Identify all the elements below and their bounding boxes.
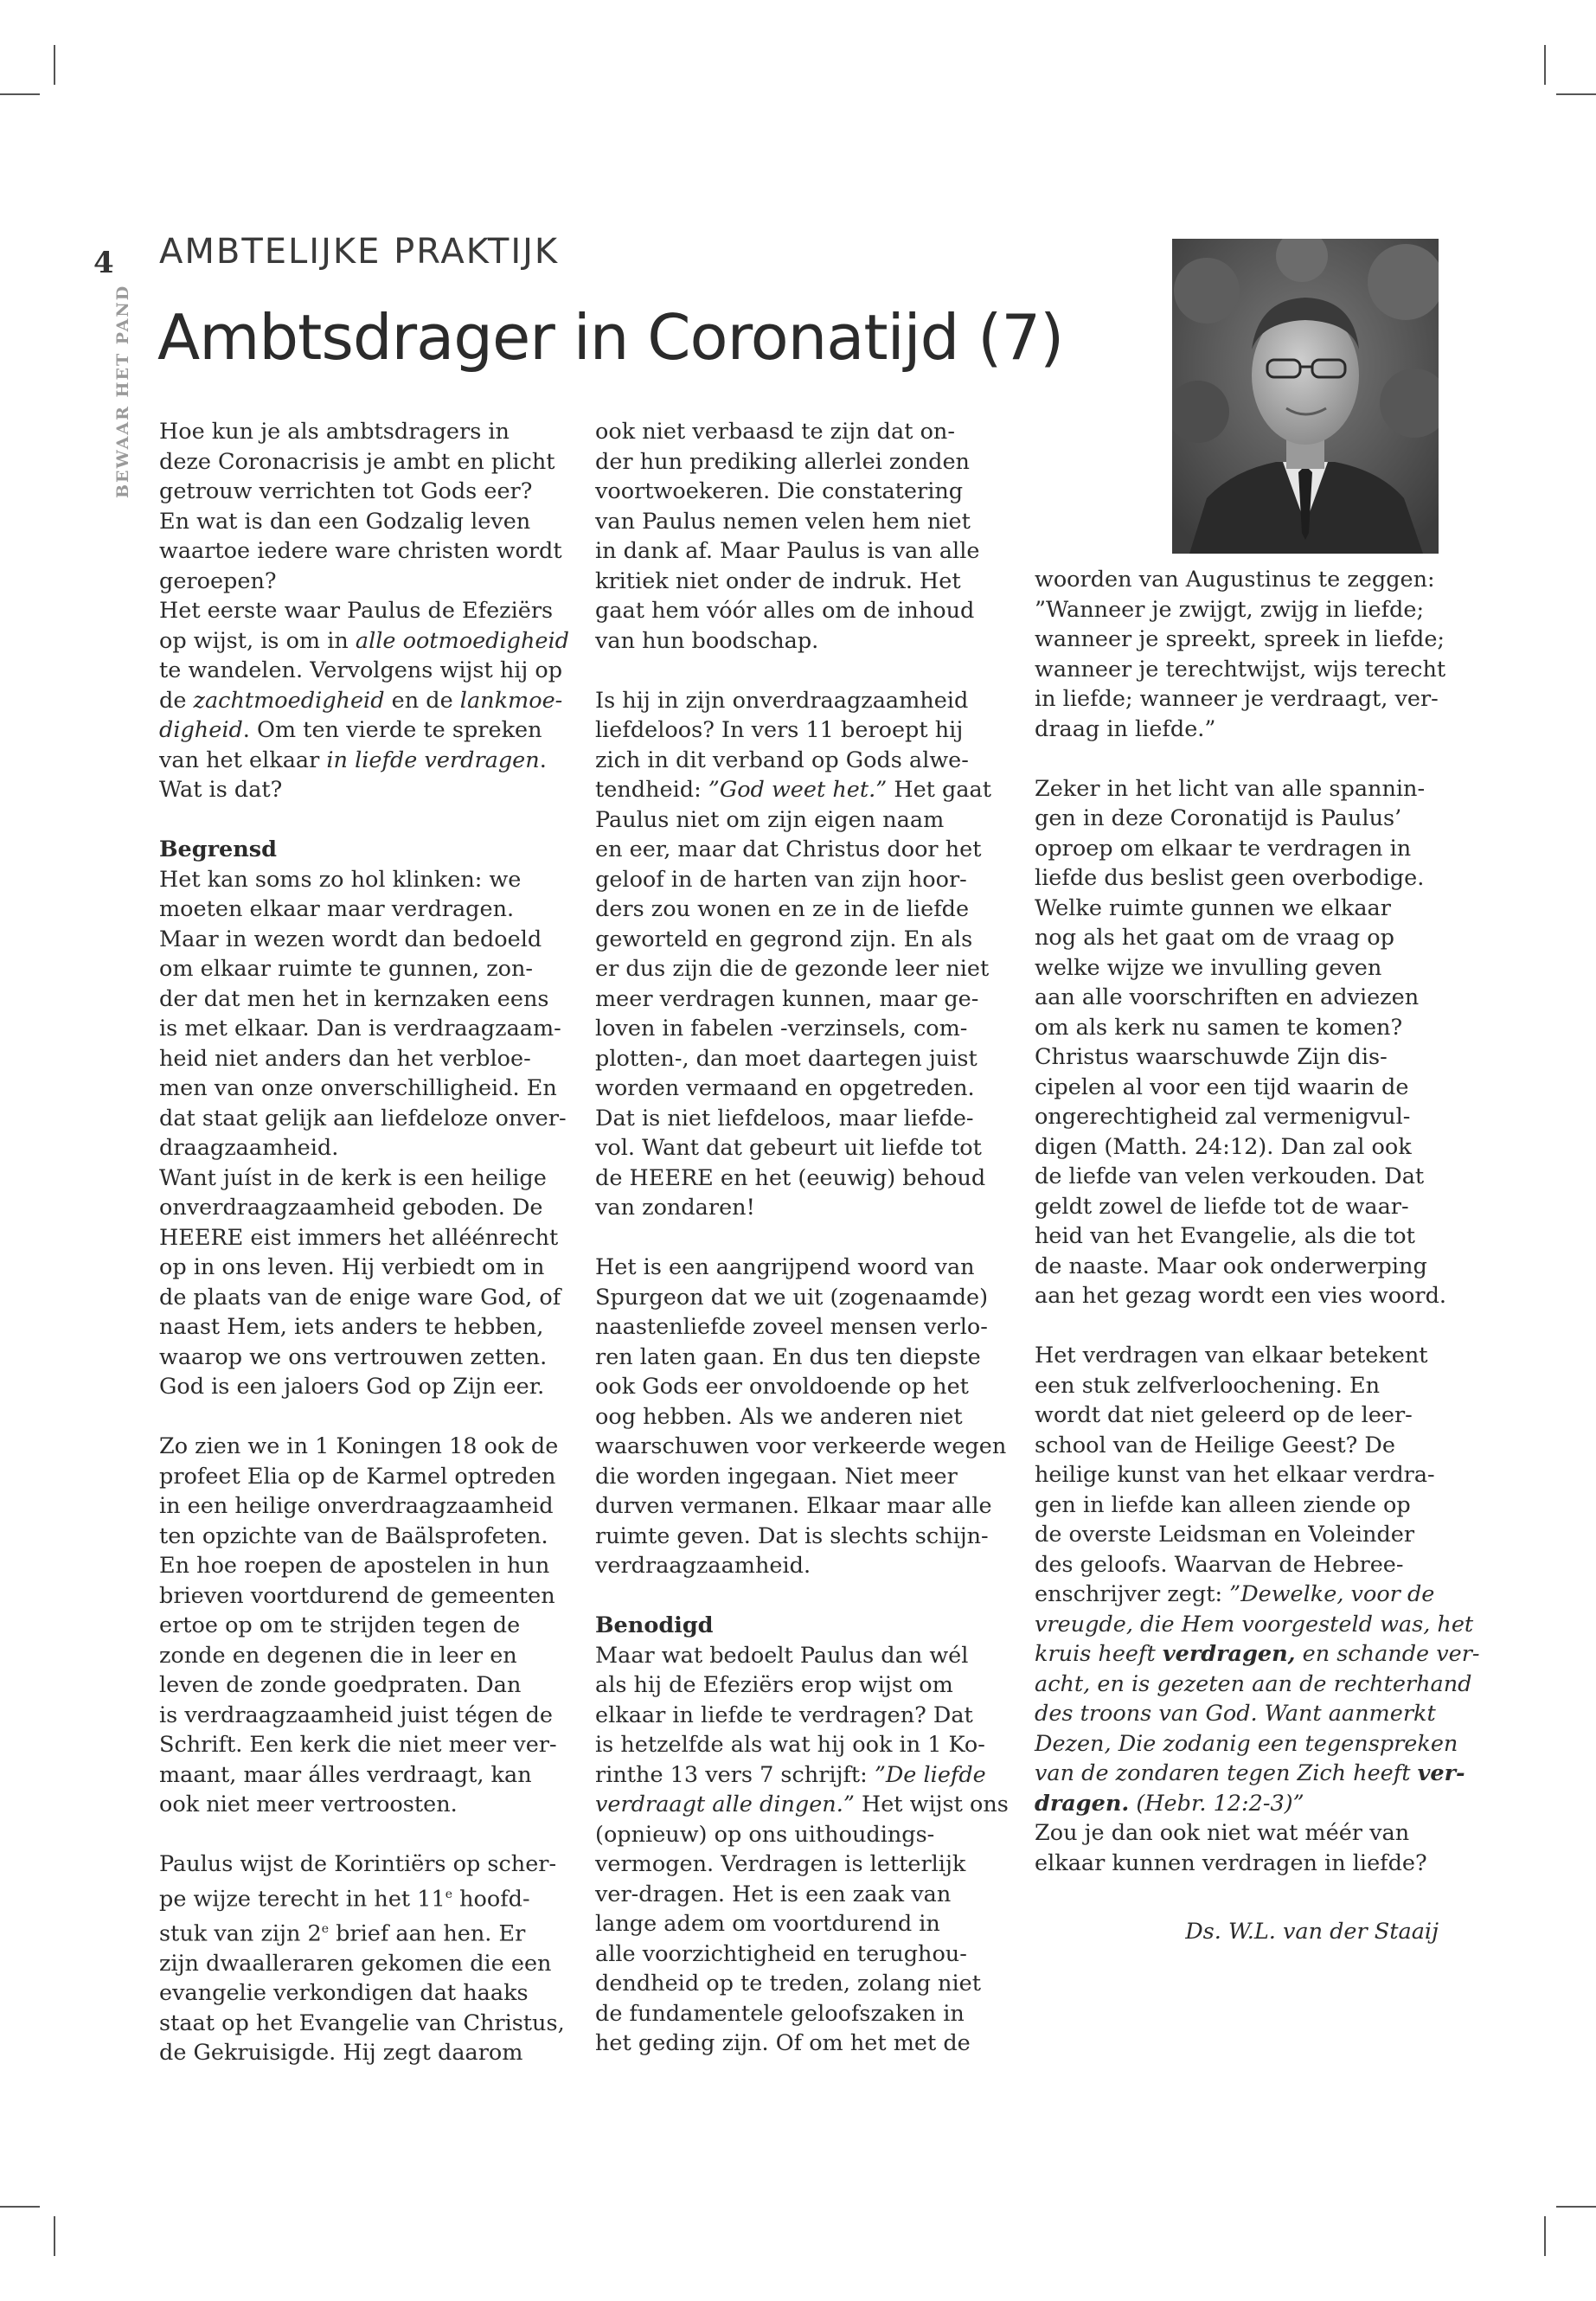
- text-line: is hetzelfde als wat hij ook in 1 Ko-: [595, 1732, 985, 1758]
- crop-mark: [54, 2216, 55, 2256]
- text-line: kritiek niet onder de indruk. Het: [595, 567, 961, 594]
- text-line: ook niet verbaasd te zijn dat on-: [595, 419, 955, 445]
- text-line: als hij de Efeziërs erop wijst om: [595, 1672, 953, 1698]
- text-line: Dat is niet liefdeloos, maar liefde-: [595, 1105, 974, 1131]
- text-line: van zondaren!: [595, 1195, 755, 1221]
- text-line: aan alle voorschriften en adviezen: [1035, 984, 1420, 1010]
- text-line: God is een jaloers God op Zijn eer.: [159, 1374, 545, 1400]
- text-line: plotten-, dan moet daartegen juist: [595, 1045, 977, 1072]
- text-line: zonde en degenen die in leer en: [159, 1642, 517, 1669]
- text-run: en de: [384, 687, 460, 714]
- author-signature: Ds. W.L. van der Staaij: [1185, 1919, 1439, 1945]
- text-line: de plaats van de enige ware God, of: [159, 1284, 561, 1311]
- text-run: tendheid:: [595, 777, 708, 803]
- text-line: der dat men het in kernzaken eens: [159, 985, 549, 1012]
- text-line: welke wijze we invulling geven: [1035, 954, 1382, 981]
- text-line: ”Wanneer je zwijgt, zwijg in liefde;: [1035, 596, 1425, 623]
- text-line: oproep om elkaar te verdragen in: [1035, 835, 1412, 862]
- text-line: maant, maar álles verdraagt, kan: [159, 1761, 532, 1788]
- text-run: Het gaat: [887, 777, 991, 803]
- text-line: wanneer je terechtwijst, wijs terecht: [1035, 656, 1446, 683]
- author-portrait-image: [1172, 239, 1439, 554]
- text-line: des geloofs. Waarvan de Hebreе-: [1035, 1551, 1404, 1578]
- text-line: heilige kunst van het elkaar verdra-: [1035, 1462, 1435, 1488]
- author-photo: [1172, 239, 1439, 554]
- scripture-quote-bold: verdragen,: [1162, 1641, 1296, 1667]
- paragraph: [159, 417, 566, 596]
- text-line: cipelen al voor een tijd waarin de: [1035, 1074, 1409, 1100]
- emphasis: alle ootmoedigheid: [355, 627, 569, 654]
- text-line: is verdraagzaamheid juist tégen de: [159, 1702, 554, 1728]
- emphasis: zachtmoedigheid: [193, 687, 385, 714]
- text-line: voortwoekeren. Die constatering: [595, 478, 964, 504]
- text-line: moeten elkaar maar verdragen.: [159, 896, 515, 922]
- text-line: gen in deze Coronatijd is Paulus’: [1035, 805, 1402, 831]
- text-line: [1035, 1789, 1441, 1819]
- text-line: [595, 1760, 1002, 1791]
- text-run: .: [539, 747, 547, 773]
- emphasis: digheid: [159, 717, 243, 743]
- text-line: in liefde; wanneer je verdraagt, ver-: [1035, 686, 1439, 712]
- text-line: naast Hem, iets anders te hebben,: [159, 1314, 544, 1340]
- text-line: worden vermaand en opgetreden.: [595, 1075, 975, 1101]
- paragraph: [159, 1163, 566, 1402]
- text-line: profeet Elia op de Karmel optreden: [159, 1463, 556, 1490]
- scripture-quote: van de zondaren tegen Zich heeft: [1035, 1760, 1418, 1786]
- text-line: leven de zonde goedpraten. Dan: [159, 1672, 522, 1698]
- text-line: [1035, 1759, 1465, 1789]
- text-line: liefdeloos? In vers 11 beroept hij: [595, 717, 964, 743]
- paragraph: [1035, 774, 1447, 1311]
- text-line: [595, 775, 1002, 805]
- text-line: ruimte geven. Dat is slechts schijn-: [595, 1522, 989, 1549]
- text-line: Hoe kun je als ambtsdragers in: [159, 419, 510, 445]
- text-line: woorden van Augustinus te zeggen:: [1035, 567, 1435, 593]
- emphasis: ”De liefde: [874, 1761, 986, 1788]
- text-line: de liefde van velen verkouden. Dat: [1035, 1163, 1425, 1189]
- text-line: heid van het Evangelie, als die tot: [1035, 1223, 1415, 1249]
- text-line: nog als het gaat om de vraag op: [1035, 925, 1394, 951]
- text-line: te wandelen. Vervolgens wijst hij op: [159, 657, 563, 683]
- article-column-1: [159, 417, 569, 2068]
- crop-mark: [0, 2206, 40, 2208]
- text-line: en eer, maar dat Christus door het: [595, 836, 982, 862]
- text-line: [1035, 1639, 1480, 1670]
- text-line: vol. Want dat gebeurt uit liefde tot: [595, 1135, 982, 1161]
- text-line: aan het gezag wordt een vies woord.: [1035, 1283, 1447, 1309]
- text-line: Het is een aangrijpend woord van: [595, 1254, 975, 1280]
- text-run: op wijst, is om in: [159, 627, 356, 654]
- text-line: Is hij in zijn onverdraagzaamheid: [595, 687, 969, 714]
- text-line: om als kerk nu samen te komen?: [1035, 1014, 1403, 1041]
- text-line: onverdraagzaamheid geboden. De: [159, 1195, 543, 1221]
- emphasis: verdraagt alle dingen.”: [595, 1791, 855, 1817]
- text-line: [159, 715, 566, 746]
- text-line: Schrift. Een kerk die niet meer ver-: [159, 1732, 557, 1758]
- text-line: het geding zijn. Of om het met de: [595, 2030, 971, 2056]
- text-run: rinthe 13 vers 7 schrijft:: [595, 1761, 875, 1788]
- text-line: gen in liefde kan alleen ziende op: [1035, 1491, 1411, 1518]
- text-line: ertoe op om te strijden tegen de: [159, 1612, 521, 1638]
- text-line: ook Gods eer onvoldoende op het: [595, 1374, 969, 1400]
- text-line: [159, 1880, 566, 1914]
- text-line: heid niet anders dan het verbloe-: [159, 1045, 531, 1072]
- text-line: Paulus wijst de Korintiërs op scher-: [159, 1851, 557, 1877]
- text-line: geldt zowel de liefde tot de waar-: [1035, 1193, 1409, 1220]
- text-line: Zeker in het licht van alle spannin-: [1035, 775, 1426, 802]
- crop-mark: [0, 93, 40, 95]
- text-line: getrouw verrichten tot Gods eer?: [159, 478, 533, 504]
- paragraph: [159, 865, 566, 1163]
- subheading: Benodigd: [595, 1612, 714, 1638]
- text-line: Christus waarschuwde Zijn dis-: [1035, 1044, 1388, 1070]
- text-line: Het verdragen van elkaar betekent: [1035, 1343, 1428, 1368]
- text-line: elkaar kunnen verdragen in liefde?: [1035, 1849, 1427, 1876]
- superscript: e: [445, 1887, 453, 1901]
- text-line: liefde dus beslist geen overbodige.: [1035, 865, 1425, 891]
- text-line: waarschuwen voor verkeerde wegen: [595, 1433, 1007, 1459]
- text-line: op in ons leven. Hij verbiedt om in: [159, 1254, 545, 1280]
- text-line: Het kan soms zo hol klinken: we: [159, 866, 522, 893]
- text-line: Zo zien we in 1 Koningen 18 ook de: [159, 1433, 559, 1459]
- text-line: Spurgeon dat we uit (zogenaamde): [595, 1284, 989, 1311]
- text-line: Maar in wezen wordt dan bedoeld: [159, 926, 542, 952]
- emphasis: in liefde verdragen: [326, 747, 540, 773]
- text-line: [1035, 1580, 1441, 1610]
- page-number: 4: [93, 246, 114, 280]
- text-line: dat staat gelijk aan liefdeloze onver-: [159, 1105, 567, 1131]
- text-line: [595, 1790, 1009, 1820]
- text-line: Want juíst in de kerk is een heilige: [159, 1164, 547, 1191]
- text-line: digen (Matth. 24:12). Dan zal ook: [1035, 1133, 1412, 1160]
- text-line: die worden ingegaan. Niet meer: [595, 1463, 958, 1490]
- text-line: durven vermanen. Elkaar maar alle: [595, 1493, 992, 1519]
- text-line: elkaar in liefde te verdragen? Dat: [595, 1702, 973, 1728]
- text-line: om elkaar ruimte te gunnen, zon-: [159, 956, 534, 982]
- paragraph: [159, 596, 569, 805]
- text-run: brief aan hen. Er: [329, 1920, 526, 1946]
- text-line: in een heilige onverdraagzaamheid: [159, 1493, 554, 1519]
- paragraph: [1035, 565, 1446, 744]
- text-line: geloof in de harten van zijn hoor-: [595, 866, 967, 893]
- scripture-quote-bold: dragen.: [1035, 1790, 1130, 1817]
- text-line: ren laten gaan. En dus ten diepste: [595, 1343, 981, 1370]
- text-line: school van de Heilige Geest? De: [1035, 1432, 1395, 1458]
- crop-mark: [1544, 2216, 1546, 2256]
- text-run: enschrijver zegt:: [1035, 1581, 1230, 1607]
- text-line: staat op het Evangelie van Christus,: [159, 2009, 565, 2036]
- text-line: [159, 746, 566, 776]
- scripture-quote: des troons van God. Want aanmerkt: [1035, 1701, 1436, 1727]
- text-line: oog hebben. Als we anderen niet: [595, 1403, 963, 1430]
- text-line: [1035, 1610, 1474, 1640]
- text-line: En wat is dan een Godzalig leven: [159, 508, 531, 535]
- paragraph: [595, 1641, 1009, 2059]
- paragraph: [159, 1849, 566, 2068]
- text-line: zijn dwaalleraren gekomen die een: [159, 1950, 552, 1977]
- text-run: . Om ten vierde te spreken: [242, 717, 542, 743]
- text-run: stuk van zijn 2: [159, 1920, 322, 1946]
- text-line: Het eerste waar Paulus de Efeziërs: [159, 598, 554, 624]
- scripture-quote: Dezen, Die zodanig een tegenspreken: [1035, 1730, 1458, 1757]
- text-line: En hoe roepen de apostelen in hun: [159, 1553, 550, 1579]
- crop-mark: [1544, 45, 1546, 85]
- text-line: ten opzichte van de Baälsprofeten.: [159, 1522, 548, 1549]
- text-line: Welke ruimte gunnen we elkaar: [1035, 894, 1391, 921]
- text-line: de HEERE en het (eeuwig) behoud: [595, 1164, 986, 1191]
- crop-mark: [1556, 2206, 1596, 2208]
- text-line: lange adem om voortdurend in: [595, 1911, 940, 1937]
- text-run: hoofd-: [452, 1886, 530, 1912]
- scripture-quote-bold: ver-: [1417, 1760, 1465, 1786]
- text-line: (opnieuw) op ons uithoudings-: [595, 1821, 935, 1848]
- text-line: ders zou wonen en ze in de liefde: [595, 896, 970, 922]
- text-line: waartoe iedere ware christen wordt: [159, 538, 562, 564]
- text-line: gaat hem vóór alles om de inhoud: [595, 598, 975, 624]
- text-run: Het wijst ons: [854, 1791, 1009, 1817]
- text-line: de overste Leidsman en Voleinder: [1035, 1522, 1415, 1548]
- text-line: is met elkaar. Dan is verdraagzaam-: [159, 1016, 561, 1042]
- text-line: [159, 686, 566, 716]
- text-line: loven in fabelen -verzinsels, com-: [595, 1016, 968, 1042]
- text-line: der hun prediking allerlei zonden: [595, 448, 970, 475]
- text-line: alle voorzichtigheid en terughou-: [595, 1940, 967, 1967]
- text-line: de Gekruisigde. Hij zegt daarom: [159, 2040, 523, 2066]
- text-line: draag in liefde.”: [1035, 715, 1216, 742]
- text-line: [1035, 1670, 1472, 1700]
- superscript: e: [321, 1921, 329, 1936]
- scripture-quote: en schande ver-: [1295, 1641, 1480, 1667]
- paragraph: [595, 1253, 1007, 1581]
- text-line: geroepen?: [159, 567, 277, 594]
- text-line: ongerechtigheid zal vermenigvul-: [1035, 1104, 1411, 1130]
- text-line: brieven voortdurend de gemeenten: [159, 1582, 555, 1609]
- text-line: dendheid op te treden, zolang niet: [595, 1971, 981, 1997]
- scripture-quote: acht, en is gezeten aan de rechterhand: [1035, 1670, 1472, 1697]
- text-line: ook niet meer vertroosten.: [159, 1791, 458, 1817]
- text-line: geworteld en gegrond zijn. En als: [595, 926, 973, 952]
- text-line: men van onze onverschilligheid. En: [159, 1075, 557, 1101]
- section-label: AMBTELIJKE PRAKTIJK: [159, 232, 560, 272]
- article-column-3: [1035, 565, 1480, 1878]
- text-line: HEERE eist immers het alléénrecht: [159, 1224, 559, 1251]
- paragraph: [595, 686, 1002, 1223]
- text-line: [1035, 1729, 1458, 1759]
- paragraph: [1035, 1341, 1480, 1878]
- text-line: er dus zijn die de gezonde leer niet: [595, 956, 990, 982]
- text-line: naastenliefde zoveel mensen verlo-: [595, 1314, 988, 1340]
- text-line: evangelie verkondigen dat haaks: [159, 1980, 529, 2006]
- text-run: van het elkaar: [159, 747, 327, 773]
- text-line: de naaste. Maar ook onderwerping: [1035, 1253, 1427, 1279]
- emphasis: lankmoe-: [459, 687, 563, 714]
- text-line: de fundamentele geloofszaken in: [595, 2000, 965, 2027]
- scripture-reference: (Hebr. 12:2-3)”: [1129, 1790, 1304, 1817]
- text-line: Paulus niet om zijn eigen naam: [595, 806, 945, 833]
- text-line: verdraagzaamheid.: [595, 1553, 811, 1579]
- text-line: [159, 626, 569, 657]
- article-column-2: [595, 417, 1009, 2059]
- paragraph: [159, 1432, 566, 1820]
- article-title: Ambtsdrager in Coronatijd (7): [157, 301, 1064, 374]
- emphasis: ”God weet het.”: [708, 777, 888, 803]
- text-line: draagzaamheid.: [159, 1135, 339, 1161]
- scripture-quote: ”Dewelke, voor de: [1229, 1581, 1435, 1607]
- text-line: ver-dragen. Het is een zaak van: [595, 1881, 952, 1907]
- text-line: zich in dit verband op Gods alwe-: [595, 747, 969, 773]
- text-run: pe wijze terecht in het 11: [159, 1886, 445, 1912]
- scripture-quote: vreugde, die Hem voorgesteld was, het: [1035, 1611, 1474, 1638]
- text-line: [159, 1914, 566, 1949]
- text-line: wordt dat niet geleerd op de leer-: [1035, 1402, 1413, 1428]
- text-line: in dank af. Maar Paulus is van alle: [595, 538, 980, 564]
- text-line: meer verdragen kunnen, maar ge-: [595, 985, 979, 1012]
- text-line: vermogen. Verdragen is letterlijk: [595, 1851, 966, 1877]
- crop-mark: [54, 45, 55, 85]
- running-head-text: BEWAAR HET PAND: [113, 284, 132, 498]
- text-line: waarop we ons vertrouwen zetten.: [159, 1343, 548, 1370]
- scripture-quote: kruis heeft: [1035, 1641, 1163, 1667]
- text-run: de: [159, 687, 194, 714]
- text-line: een stuk zelfverloochening. En: [1035, 1372, 1381, 1399]
- paragraph: [595, 417, 1002, 656]
- text-line: Zou je dan ook niet wat méér van: [1035, 1820, 1410, 1846]
- text-line: Wat is dat?: [159, 777, 283, 803]
- text-line: deze Coronacrisis je ambt en plicht: [159, 448, 555, 475]
- text-line: van Paulus nemen velen hem niet: [595, 508, 971, 535]
- text-line: van hun boodschap.: [595, 627, 819, 654]
- text-line: wanneer je spreekt, spreek in liefde;: [1035, 626, 1445, 652]
- crop-mark: [1556, 93, 1596, 95]
- text-line: Maar wat bedoelt Paulus dan wél: [595, 1642, 969, 1669]
- text-line: [1035, 1699, 1441, 1729]
- subheading: Begrensd: [159, 836, 277, 862]
